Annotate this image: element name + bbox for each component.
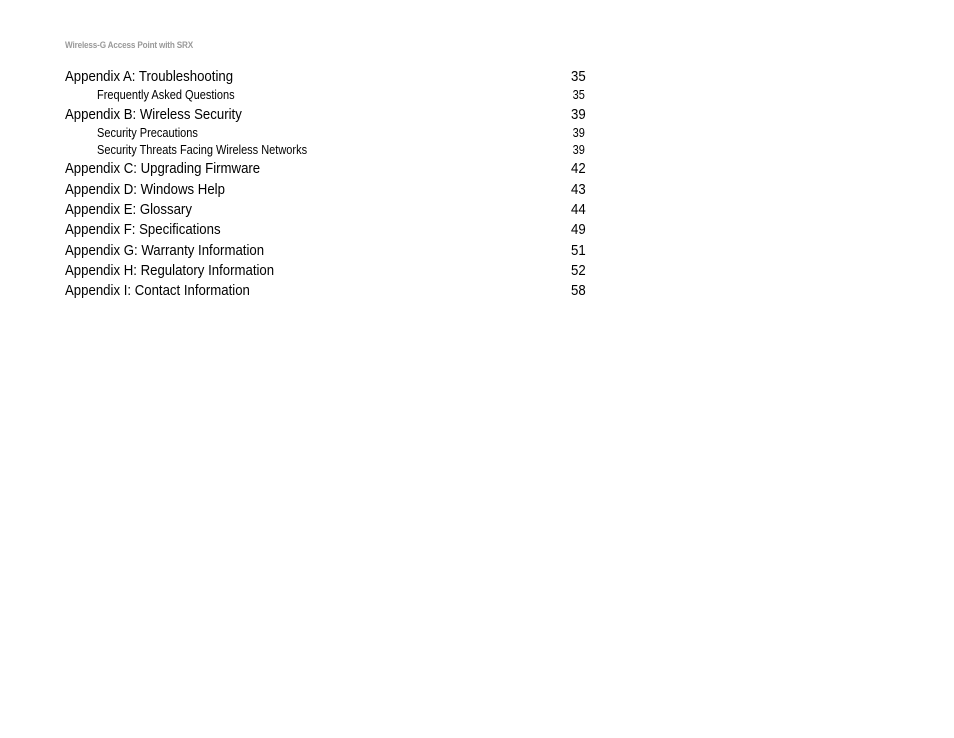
toc-entry-appendix-d[interactable] (65, 180, 586, 200)
toc-entry-page-number: 44 (571, 201, 586, 219)
toc-entry-page-number: 39 (571, 105, 586, 123)
toc-entry-page-number: 51 (571, 241, 586, 259)
toc-entry-appendix-a[interactable] (65, 67, 586, 87)
toc-entry-page-number: 42 (571, 160, 586, 178)
toc-entry-title: Appendix G: Warranty Information (65, 241, 265, 259)
toc-entry-title: Appendix I: Contact Information (65, 282, 250, 300)
toc-entry-appendix-g[interactable] (65, 241, 586, 261)
toc-entry-title: Appendix D: Windows Help (65, 180, 225, 198)
toc-entry-security-threats[interactable] (65, 142, 586, 159)
toc-entry-page-number: 52 (571, 261, 586, 279)
toc-entry-appendix-f[interactable] (65, 220, 586, 240)
toc-entry-title: Appendix C: Upgrading Firmware (65, 160, 261, 178)
toc-entry-title: Security Precautions (97, 125, 198, 140)
toc-entry-appendix-e[interactable] (65, 200, 586, 220)
toc-entry-page-number: 58 (571, 282, 586, 300)
toc-entry-title: Appendix F: Specifications (65, 221, 221, 239)
toc-entry-appendix-b[interactable] (65, 105, 586, 125)
toc-entry-title: Appendix H: Regulatory Information (65, 261, 275, 279)
toc-entry-appendix-i[interactable] (65, 281, 586, 301)
toc-entry-page-number: 39 (572, 143, 585, 158)
toc-entry-page-number: 35 (571, 68, 586, 85)
toc-entry-security-precautions[interactable] (65, 125, 586, 142)
toc-entry-appendix-h[interactable] (65, 261, 586, 281)
toc-entry-title: Security Threats Facing Wireless Networks (97, 143, 308, 158)
toc-entry-title: Appendix A: Troubleshooting (65, 68, 234, 85)
toc-entry-appendix-c[interactable] (65, 159, 586, 179)
running-header-title: Wireless-G Access Point with SRX (65, 40, 194, 51)
toc-entry-page-number: 43 (571, 180, 586, 198)
toc-entry-page-number: 49 (571, 221, 586, 239)
toc-entry-title: Appendix B: Wireless Security (65, 105, 242, 123)
toc-entry-page-number: 39 (572, 125, 585, 140)
toc-entry-title: Frequently Asked Questions (97, 88, 235, 103)
table-of-contents (65, 67, 586, 302)
toc-entry-page-number: 35 (572, 88, 585, 103)
toc-entry-faq[interactable] (65, 87, 586, 104)
toc-entry-title: Appendix E: Glossary (65, 201, 192, 219)
